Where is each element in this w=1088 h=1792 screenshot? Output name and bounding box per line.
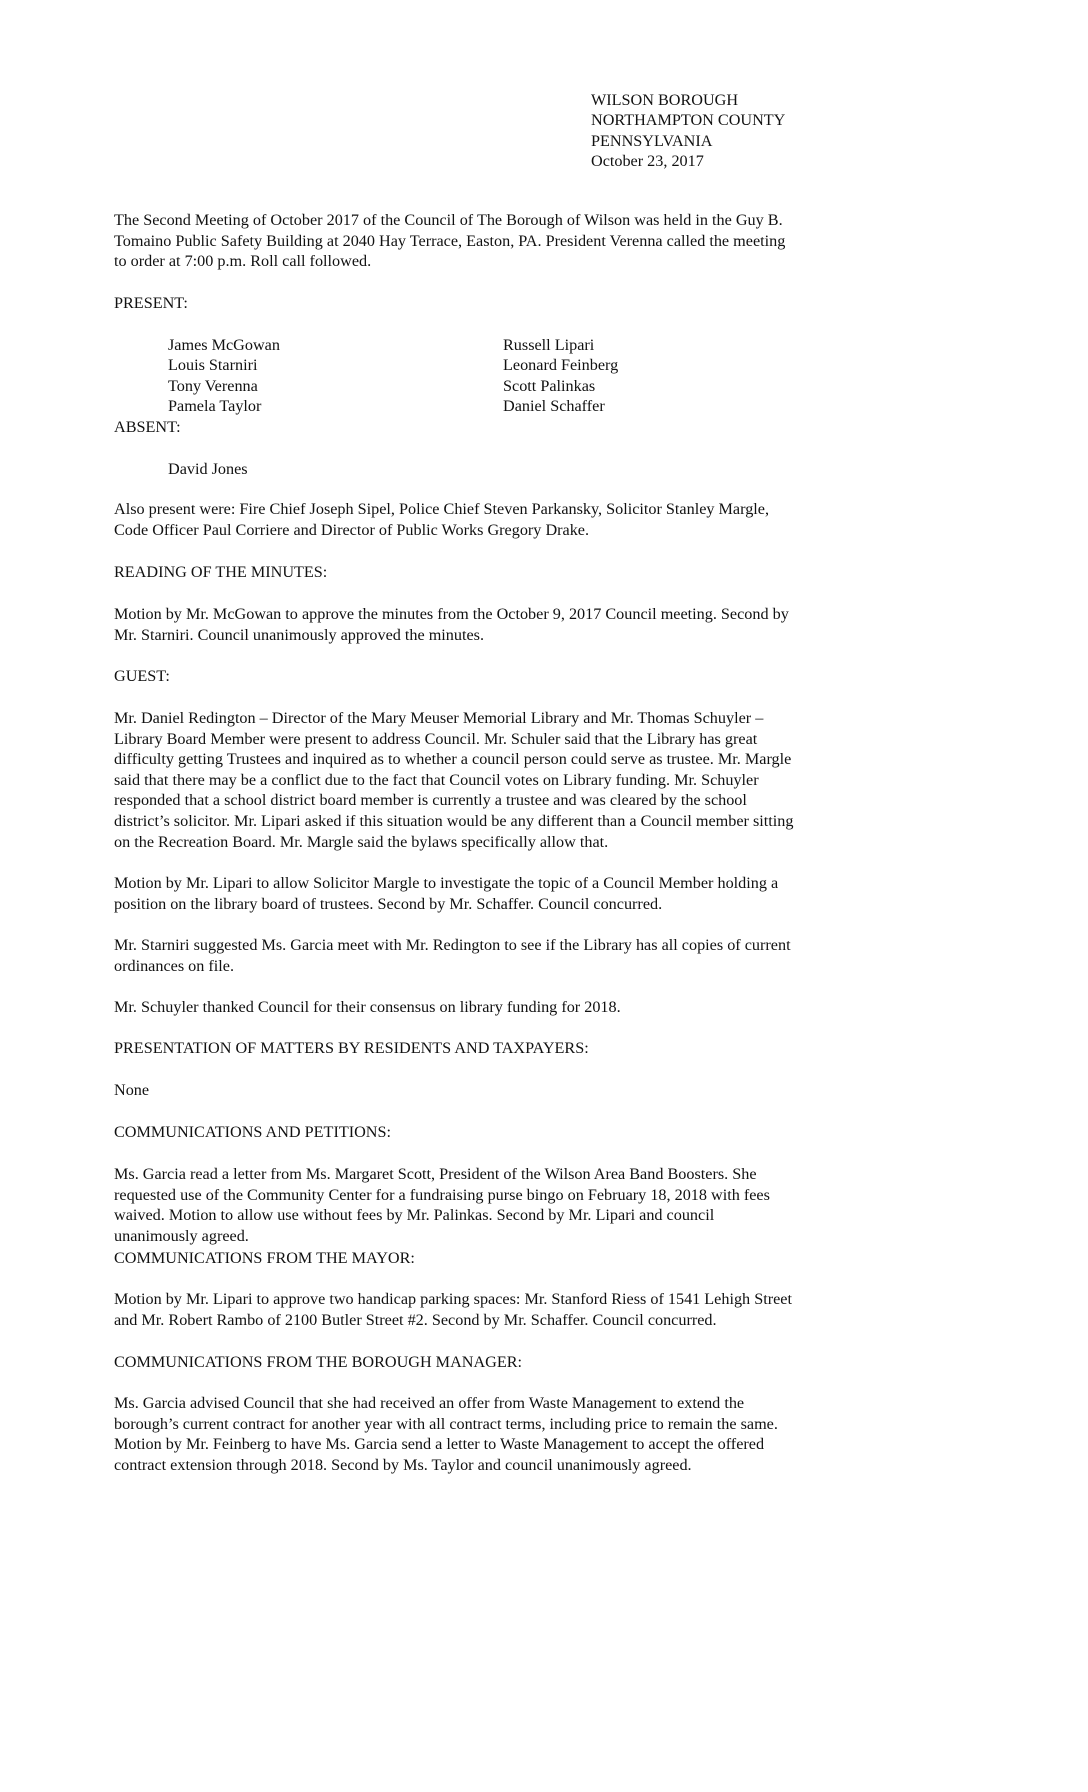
- also-present-paragraph: Also present were: Fire Chief Joseph Sipel, Police Chief Steven Parkansky, Solicitor Stanley Margle, Code Officer Paul Corriere and Director of Public Works Gregory Drake.: [114, 500, 770, 539]
- manager-heading: COMMUNICATIONS FROM THE BOROUGH MANAGER:: [114, 1353, 523, 1371]
- residents-text: None: [114, 1081, 150, 1099]
- county-name: NORTHAMPTON COUNTY: [591, 111, 786, 130]
- manager-paragraph: Ms. Garcia advised Council that she had received an offer from Waste Management to extend the borough’s current contract for another year with all contract terms, including price to remain the same. Motion by Mr. Feinberg to have Ms. Garcia send a letter to Waste Management to accept the offered contract extension through 2018. Second by Ms. Taylor and council unanimously agreed.: [114, 1394, 778, 1474]
- attendee-name: James McGowan: [168, 336, 280, 354]
- attendee-name: Leonard Feinberg: [503, 356, 619, 375]
- state-name: PENNSYLVANIA: [591, 131, 713, 150]
- guest-heading: GUEST:: [114, 667, 170, 685]
- attendee-name: Tony Verenna: [168, 376, 258, 395]
- attendee-name: Daniel Schaffer: [503, 397, 605, 416]
- present-heading: PRESENT:: [114, 294, 188, 312]
- minutes-heading: READING OF THE MINUTES:: [114, 563, 328, 581]
- absent-heading: ABSENT:: [114, 418, 181, 436]
- petitions-paragraph: Ms. Garcia read a letter from Ms. Margaret Scott, President of the Wilson Area Band Boosters. She requested use of the Community Center for a fundraising purse bingo on February 18, 2018 with fees waived. Motion to allow use without fees by Mr. Palinkas. Second by Mr. Lipari and council unanimously agreed.: [114, 1165, 770, 1245]
- mayor-paragraph: Motion by Mr. Lipari to approve two handicap parking spaces: Mr. Stanford Riess of 1541 Lehigh Street and Mr. Robert Rambo of 2100 Butler Street #2. Second by Mr. Schaffer. Council concurred.: [114, 1290, 792, 1329]
- document-header: [591, 90, 785, 172]
- residents-heading: PRESENTATION OF MATTERS BY RESIDENTS AND TAXPAYERS:: [114, 1039, 589, 1057]
- intro-paragraph: The Second Meeting of October 2017 of the Council of The Borough of Wilson was held in the Guy B. Tomaino Public Safety Building at 2040 Hay Terrace, Easton, PA. President Verenna called the meeting to order at 7:00 p.m. Roll call followed.: [114, 211, 786, 271]
- guest-paragraph-3: Mr. Starniri suggested Ms. Garcia meet with Mr. Redington to see if the Library has all copies of current ordinances on file.: [114, 936, 791, 975]
- borough-name: WILSON BOROUGH: [591, 91, 739, 109]
- petitions-heading: COMMUNICATIONS AND PETITIONS:: [114, 1123, 391, 1141]
- attendee-name: Russell Lipari: [503, 336, 595, 354]
- absent-list: [168, 459, 248, 479]
- guest-paragraph-4: Mr. Schuyler thanked Council for their consensus on library funding for 2018.: [114, 998, 621, 1016]
- guest-paragraph-1: Mr. Daniel Redington – Director of the Mary Meuser Memorial Library and Mr. Thomas Schuyler – Library Board Member were present to address Council. Mr. Schuler said that the Library has great difficulty getting Trustees and inquired as to whether a council person could serve as trustee. Mr. Margle said that there may be a conflict due to the fact that Council votes on Library funding. Mr. Schuyler responded that a school district board member is currently a trustee and was cleared by the school district’s solicitor. Mr. Lipari asked if this situation would be any different than a Council member sitting on the Recreation Board. Mr. Margle said the bylaws specifically allow that.: [114, 709, 794, 851]
- attendee-name: Scott Palinkas: [503, 376, 596, 395]
- present-list-right: [503, 335, 618, 417]
- attendee-name: Pamela Taylor: [168, 397, 262, 416]
- attendee-name: Louis Starniri: [168, 356, 258, 375]
- absent-name: David Jones: [168, 460, 248, 478]
- guest-paragraph-2: Motion by Mr. Lipari to allow Solicitor Margle to investigate the topic of a Council Member holding a position on the library board of trustees. Second by Mr. Schaffer. Council concurred.: [114, 874, 779, 913]
- present-list-left: [168, 335, 280, 417]
- mayor-heading: COMMUNICATIONS FROM THE MAYOR:: [114, 1249, 415, 1267]
- minutes-paragraph: Motion by Mr. McGowan to approve the minutes from the October 9, 2017 Council meeting. Second by Mr. Starniri. Council unanimously approved the minutes.: [114, 605, 789, 644]
- meeting-date: October 23, 2017: [591, 152, 704, 171]
